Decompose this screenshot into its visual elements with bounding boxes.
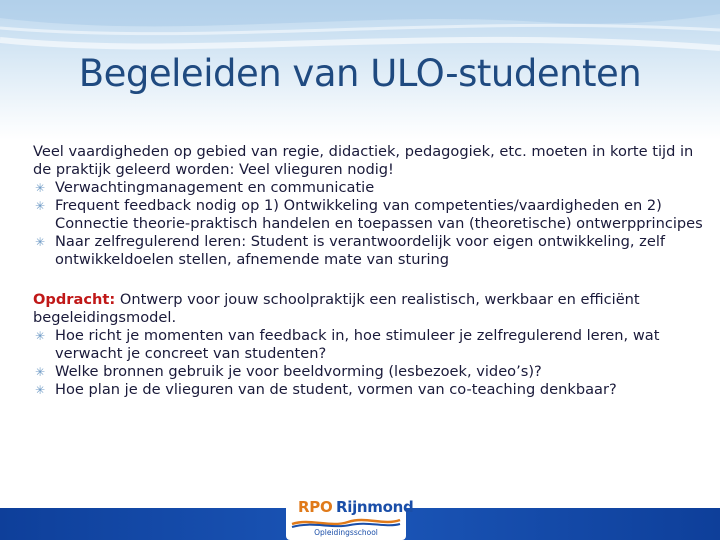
- assignment-label: Opdracht:: [33, 291, 116, 308]
- slide-title: Begeleiden van ULO-studenten: [78, 52, 642, 95]
- rpo-rijnmond-logo: [286, 494, 414, 540]
- logo-subtitle: Opleidingsschool: [314, 528, 378, 537]
- list-item: ✳ Hoe richt je momenten van feedback in, hoe stimuleer je zelfregulerend leren, wat verwacht je concreet van studenten?: [35, 327, 660, 362]
- bullet-list-2: [33, 327, 705, 399]
- logo-text-rpo: RPO: [298, 498, 333, 516]
- asterisk-bullet-icon: ✳: [35, 199, 46, 213]
- assignment-text: Opdracht: Ontwerp voor jouw schoolpraktijk een realistisch, werkbaar en efficiënt begeleidingsmodel.: [33, 291, 640, 326]
- intro-text: Veel vaardigheden op gebied van regie, didactiek, pedagogiek, etc. moeten in korte tijd in de praktijk geleerd worden: Veel vlieguren nodig!: [33, 143, 694, 178]
- slide-content: [33, 143, 705, 399]
- logo-text-rijnmond: Rijnmond: [336, 498, 414, 516]
- asterisk-bullet-icon: ✳: [35, 235, 46, 249]
- asterisk-bullet-icon: ✳: [35, 181, 46, 195]
- asterisk-bullet-icon: ✳: [35, 383, 46, 397]
- list-item: ✳ Hoe plan je de vlieguren van de student, vormen van co-teaching denkbaar?: [35, 381, 617, 398]
- list-item: ✳ Verwachtingmanagement en communicatie: [35, 179, 375, 196]
- asterisk-bullet-icon: ✳: [35, 365, 46, 379]
- asterisk-bullet-icon: ✳: [35, 329, 46, 343]
- bullet-list-1: [33, 179, 705, 269]
- logo-wave-icon: [290, 516, 402, 528]
- list-item: ✳ Welke bronnen gebruik je voor beeldvorming (lesbezoek, video’s)?: [35, 363, 542, 380]
- list-item: ✳ Naar zelfregulerend leren: Student is verantwoordelijk voor eigen ontwikkeling, zelf ontwikkeldoelen stellen, afnemende mate van sturing: [35, 233, 666, 268]
- list-item: ✳ Frequent feedback nodig op 1) Ontwikkeling van competenties/vaardigheden en 2) Connectie theorie-praktisch handelen en toepassen van (theoretische) ontwerpprincipes: [35, 197, 703, 232]
